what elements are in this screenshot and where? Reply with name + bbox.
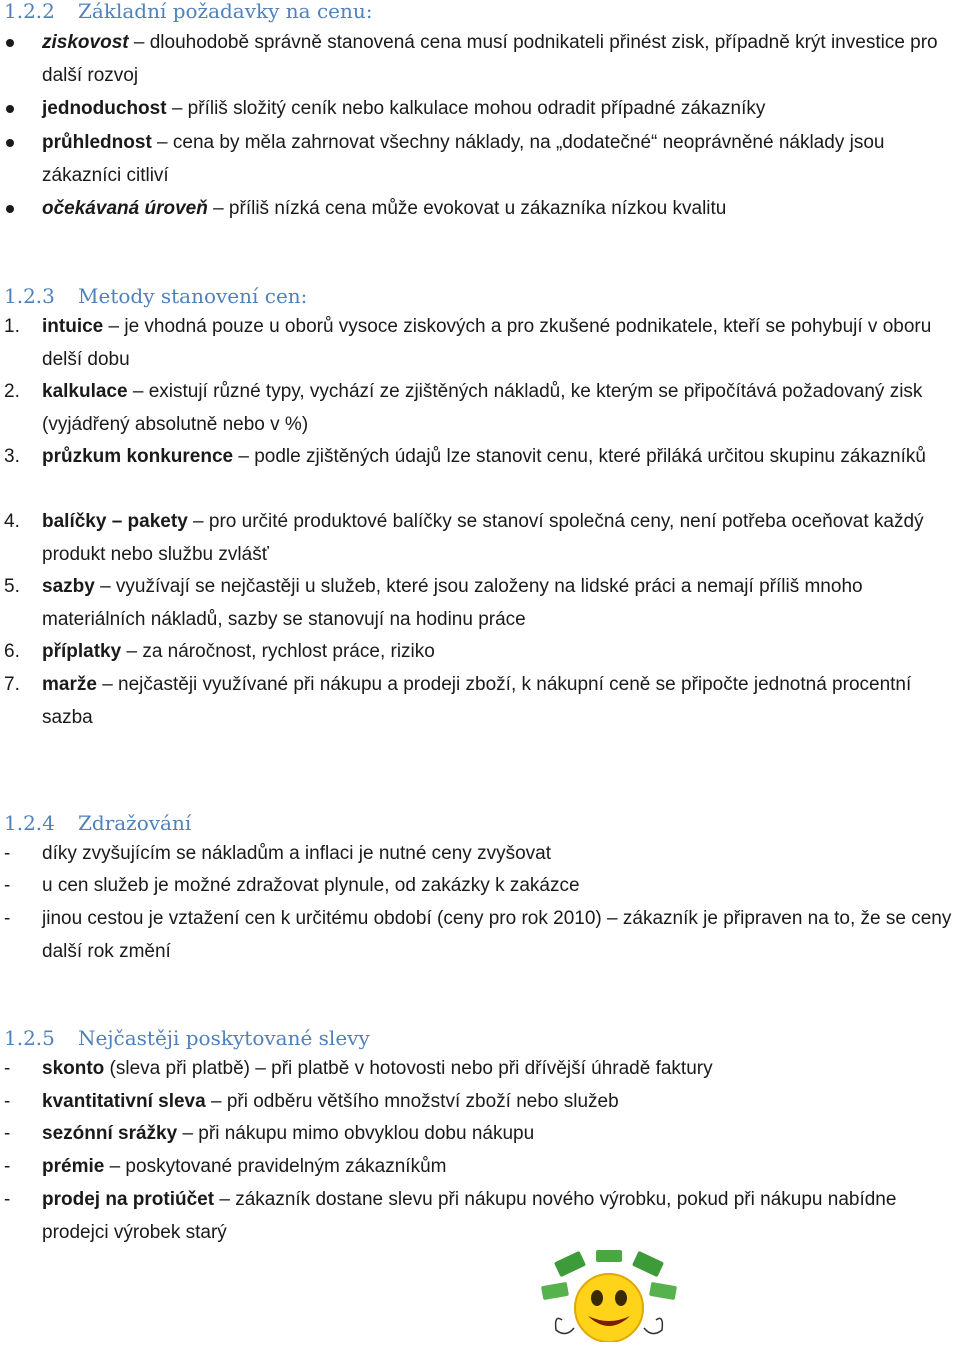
list-item: - díky zvyšujícím se nákladům a inflaci je nutné ceny zvyšovat <box>4 843 552 864</box>
section-heading-1-2-2: 1.2.2 Základní požadavky na cenu: <box>4 0 373 23</box>
section-heading-1-2-3: 1.2.3 Metody stanovení cen: <box>4 284 308 308</box>
method-item: 6. příplatky – za náročnost, rychlost práce, riziko <box>4 641 435 662</box>
section-heading-1-2-5: 1.2.5 Nejčastěji poskytované slevy <box>4 1026 370 1050</box>
requirement-item: očekávaná úroveň – příliš nízká cena může evokovat u zákazníka nízkou kvalitu <box>42 193 958 226</box>
list-item: - jinou cestou je vztažení cen k určitému období (ceny pro rok 2010) – zákazník je připraven na to, že se ceny další rok změní <box>4 908 952 962</box>
discount-item: - skonto (sleva při platbě) – při platbě v hotovosti nebo při dřívější úhradě faktury <box>4 1058 713 1079</box>
method-item: 7. marže – nejčastěji využívané při nákupu a prodeji zboží, k nákupní ceně se připočte jednotná procentní sazba <box>4 674 912 728</box>
method-item: 4. balíčky – pakety – pro určité produktové balíčky se stanoví společná ceny, není potřeba oceňovat každý produkt nebo službu zvlášť <box>4 511 924 565</box>
requirement-item: ziskovost – dlouhodobě správně stanovená cena musí podnikateli přinést zisk, případně krýt investice pro další rozvoj <box>42 27 958 92</box>
discount-item: - kvantitativní sleva – při odběru většího množství zboží nebo služeb <box>4 1091 619 1112</box>
list-item: - u cen služeb je možné zdražovat plynule, od zakázky k zakázce <box>4 875 580 896</box>
method-item: 2. kalkulace – existují různé typy, vychází ze zjištěných nákladů, ke kterým se připočítává požadovaný zisk (vyjádřený absolutně nebo v %) <box>4 381 923 435</box>
method-item: 1. intuice – je vhodná pouze u oborů vysoce ziskových a pro zkušené podnikatele, kteří se pohybují v oboru delší dobu <box>4 316 932 370</box>
requirement-item: průhlednost – cena by měla zahrnovat všechny náklady, na „dodatečné“ neoprávněné náklady jsou zákazníci citliví <box>42 127 958 192</box>
bullet-icon <box>6 205 14 213</box>
bullet-icon <box>6 105 14 113</box>
money-smiley-icon <box>536 1250 682 1342</box>
bullet-icon <box>6 139 14 147</box>
section-heading-1-2-4: 1.2.4 Zdražování <box>4 811 192 835</box>
discount-item: - sezónní srážky – při nákupu mimo obvyklou dobu nákupu <box>4 1123 535 1144</box>
discount-item: - prémie – poskytované pravidelným zákazníkům <box>4 1156 447 1177</box>
discount-item: - prodej na protiúčet – zákazník dostane slevu při nákupu nového výrobku, pokud při nákupu nabídne prodejci výrobek starý <box>4 1189 897 1243</box>
method-item: 5. sazby – využívají se nejčastěji u služeb, které jsou založeny na lidské práci a nemají příliš mnoho materiálních nákladů, sazby se stanovují na hodinu práce <box>4 576 863 630</box>
method-item: 3. průzkum konkurence – podle zjištěných údajů lze stanovit cenu, které přiláká určitou skupinu zákazníků <box>4 446 926 467</box>
bullet-icon <box>6 39 14 47</box>
requirement-item: jednoduchost – příliš složitý ceník nebo kalkulace mohou odradit případné zákazníky <box>42 93 958 126</box>
